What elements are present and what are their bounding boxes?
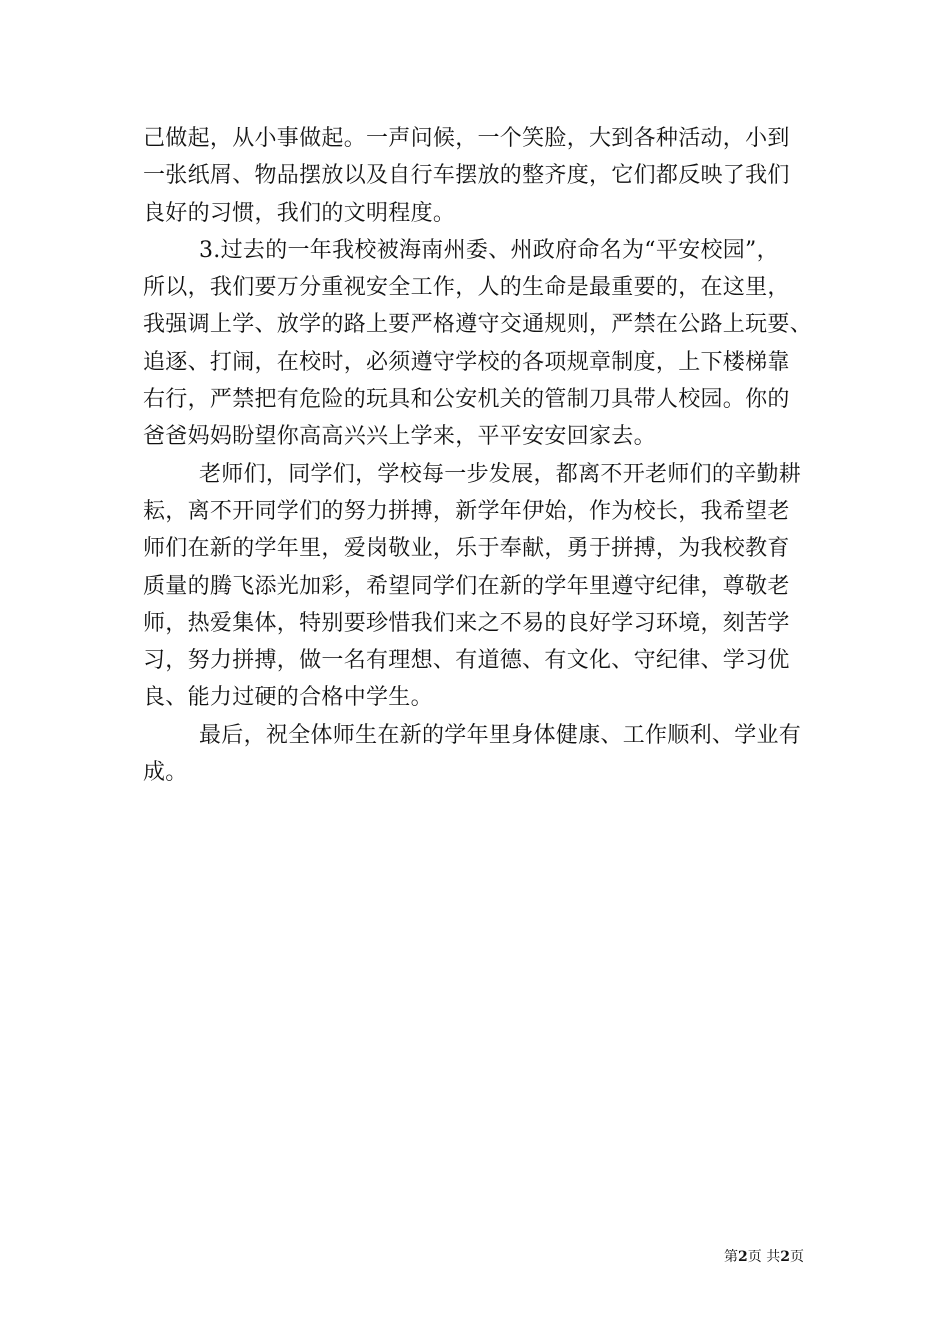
total-page-count: 2 [780,1249,790,1265]
text-line: 良、能力过硬的合格中学生。 [143,685,433,711]
text-line: 一张纸屑、物品摆放以及自行车摆放的整齐度，它们都反映了我们 [143,163,790,189]
text-line: 师，热爱集体，特别要珍惜我们来之不易的良好学习环境，刻苦学 [143,610,790,636]
text-line: 右行，严禁把有危险的玩具和公安机关的管制刀具带人校园。你的 [143,387,790,413]
text-line: 师们在新的学年里，爱岗敬业，乐于奉献，勇于拼搏，为我校教育 [143,536,790,562]
page-number-footer [724,1248,804,1266]
text-line: 我强调上学、放学的路上要严格遵守交通规则，严禁在公路上玩要、 [143,312,813,338]
document-body [143,120,811,791]
text-line: 追逐、打闹，在校时，必须遵守学校的各项规章制度，上下楼梯靠 [143,349,790,375]
footer-suffix: 页 [789,1249,804,1265]
text-line: 质量的腾飞添光加彩，希望同学们在新的学年里遵守纪律，尊敬老 [143,573,790,599]
text-line: 良好的习惯，我们的文明程度。 [143,200,456,226]
footer-prefix: 第 [724,1249,738,1265]
text-line: 己做起，从小事做起。一声问候，一个笑脸，大到各种活动，小到 [143,126,790,151]
text-line: 耘，离不开同学们的努力拼搏，新学年伊始，作为校长，我希望老 [143,498,790,524]
paragraph-start-line: 最后，祝全体师生在新的学年里身体健康、工作顺利、学业有 [199,722,802,748]
paragraph-start-line: 老师们，同学们，学校每一步发展，都离不开老师们的辛勤耕 [199,461,802,487]
current-page-number: 2 [738,1249,748,1265]
text-line: 成。 [143,760,188,786]
paragraph-start-line: 3.过去的一年我校被海南州委、州政府命名为“平安校园”， [199,237,779,263]
footer-middle: 页 共 [747,1249,781,1265]
text-line: 所以，我们要万分重视安全工作，人的生命是最重要的，在这里， [143,275,790,301]
text-line: 习，努力拼搏，做一名有理想、有道德、有文化、守纪律、学习优 [143,648,790,674]
text-line: 爸爸妈妈盼望你高高兴兴上学来，平平安安回家去。 [143,424,656,450]
